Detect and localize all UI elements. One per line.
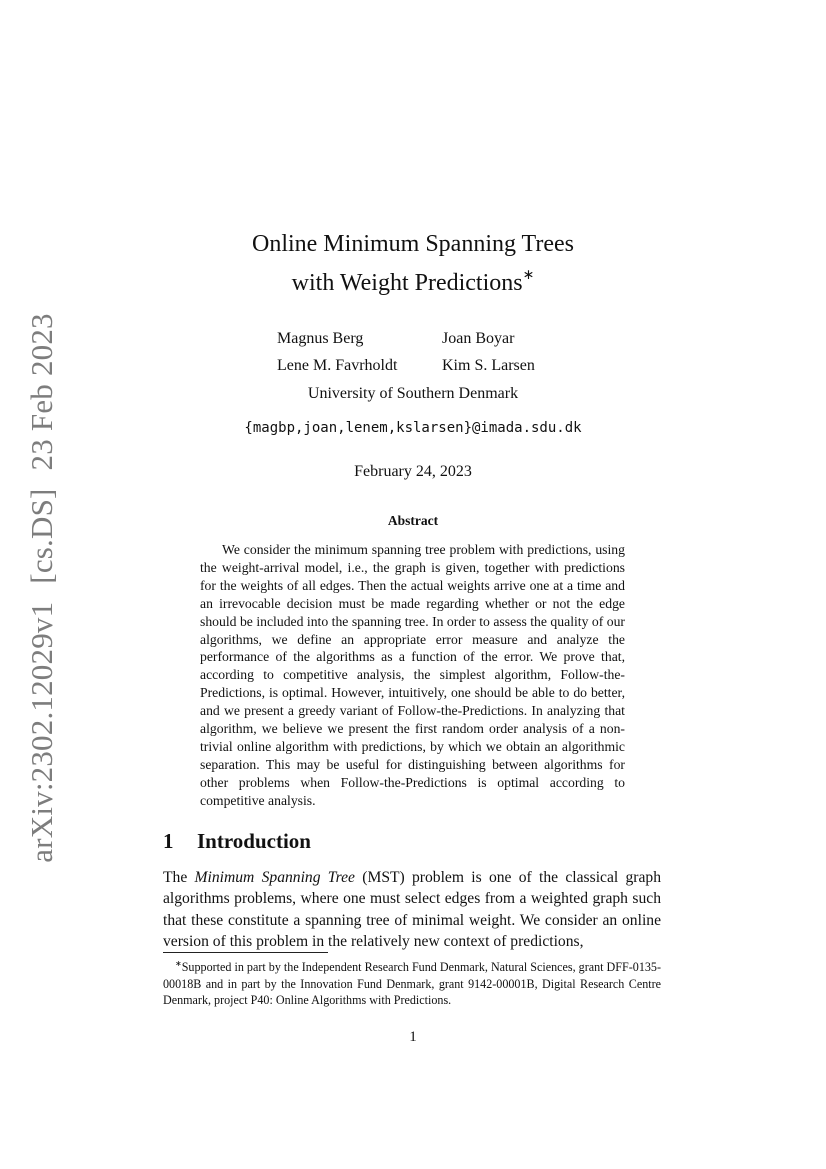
arxiv-date: 23 Feb 2023 <box>24 313 59 471</box>
arxiv-id: arXiv:2302.12029v1 <box>24 601 59 863</box>
arxiv-category: [cs.DS] <box>24 488 59 584</box>
title-line-2-text: with Weight Predictions <box>291 270 523 296</box>
affiliation: University of Southern Denmark <box>307 385 519 402</box>
footnote <box>163 956 661 1009</box>
author-name: Lene M. Favrholdt <box>277 357 398 374</box>
section-number: 1 <box>163 829 174 853</box>
page-number: 1 <box>409 1029 417 1045</box>
intro-emphasis: Minimum Spanning Tree <box>194 869 355 886</box>
author-name: Joan Boyar <box>442 330 515 347</box>
title-footnote-marker: ∗ <box>522 268 535 283</box>
paper-date: February 24, 2023 <box>354 463 472 480</box>
title-line-2 <box>0 261 826 300</box>
abstract-heading: Abstract <box>387 513 439 528</box>
footnote-marker: ∗ <box>175 959 182 968</box>
section-heading <box>163 829 311 854</box>
footnote-text: Supported in part by the Independent Research Fund Denmark, Natural Sciences, grant DFF-0135-00018B and in part by the Innovation Fund Denmark, grant 9142-00001B, Digital Research Centre Denmark, project P40: Online Algorithms with Predictions. <box>163 960 661 1008</box>
footnote-rule <box>163 952 328 953</box>
section-title: Introduction <box>197 829 311 853</box>
intro-text: (MST) problem is one of the classical graph algorithms problems, where one must select edges from a weighted graph such that these constitute a spanning tree of minimal weight. We consider an online version of this problem in the relatively new context of predictions, <box>163 869 661 950</box>
author-name: Magnus Berg <box>277 330 364 347</box>
abstract-text: We consider the minimum spanning tree problem with predictions, using the weight-arrival model, i.e., the graph is given, together with predictions for the weights of all edges. Then the actual weights arrive one at a time and an irrevocable decision must be made regarding whether or not the edge should be included into the spanning tree. In order to assess the quality of our algorithms, we define an appropriate error measure and analyze the performance of the algorithms as a function of the error. We prove that, according to competitive analysis, the simplest algorithm, Follow-the-Predictions, is optimal. However, intuitively, one should be able to do better, and we present a greedy variant of Follow-the-Predictions. In analyzing that algorithm, we believe we present the first random order analysis of a non-trivial online algorithm with predictions, by which we obtain an algorithmic separation. This may be useful for distinguishing between algorithms for other problems when Follow-the-Predictions is optimal according to competitive analysis. <box>200 542 625 808</box>
author-name: Kim S. Larsen <box>442 357 535 374</box>
author-email: {magbp,joan,lenem,kslarsen}@imada.sdu.dk <box>244 420 582 436</box>
title-line-1: Online Minimum Spanning Trees <box>251 231 575 257</box>
author-list <box>277 325 567 379</box>
paper-title <box>0 228 826 300</box>
intro-paragraph <box>163 867 661 952</box>
intro-text: The <box>163 869 195 886</box>
